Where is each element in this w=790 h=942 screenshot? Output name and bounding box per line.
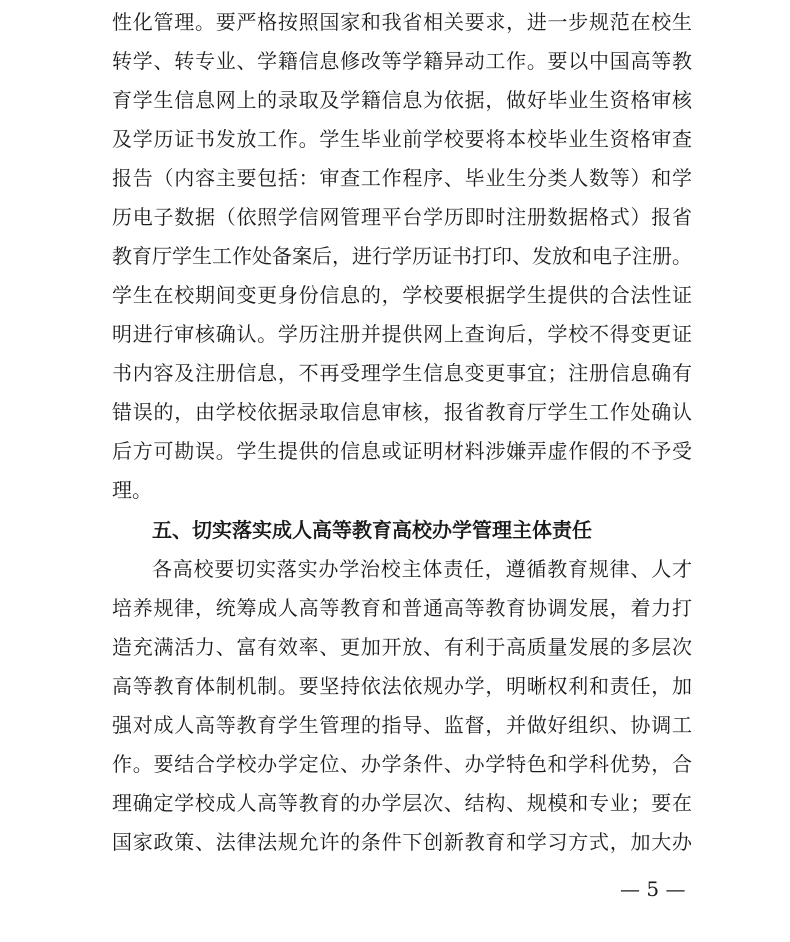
paragraph-1-line: 及学历证书发放工作。学生毕业前学校要将本校毕业生资格审查 xyxy=(112,127,692,151)
page-number: — 5 — xyxy=(620,877,686,901)
paragraph-1-line: 性化管理。要严格按照国家和我省相关要求，进一步规范在校生 xyxy=(112,10,692,34)
paragraph-1-line: 教育厅学生工作处备案后，进行学历证书打印、发放和电子注册。 xyxy=(112,244,692,268)
paragraph-1-line: 报告（内容主要包括：审查工作程序、毕业生分类人数等）和学 xyxy=(112,166,692,190)
paragraph-2-line: 高等教育体制机制。要坚持依法依规办学，明晰权利和责任，加 xyxy=(112,674,692,698)
paragraph-2-line: 作。要结合学校办学定位、办学条件、办学特色和学科优势，合 xyxy=(112,752,692,776)
paragraph-2-line: 培养规律，统筹成人高等教育和普通高等教育协调发展，着力打 xyxy=(112,596,692,620)
paragraph-1-line: 转学、转专业、学籍信息修改等学籍异动工作。要以中国高等教 xyxy=(112,49,692,73)
paragraph-1-line: 理。 xyxy=(112,478,152,502)
paragraph-2-line: 理确定学校成人高等教育的办学层次、结构、规模和专业；要在 xyxy=(112,791,692,815)
paragraph-2-line: 国家政策、法律法规允许的条件下创新教育和学习方式，加大办 xyxy=(112,830,692,854)
paragraph-1-line: 书内容及注册信息，不再受理学生信息变更事宜；注册信息确有 xyxy=(112,361,692,385)
paragraph-1-line: 历电子数据（依照学信网管理平台学历即时注册数据格式）报省 xyxy=(112,205,692,229)
paragraph-1-line: 后方可勘误。学生提供的信息或证明材料涉嫌弄虚作假的不予受 xyxy=(112,439,692,463)
paragraph-2-line: 造充满活力、富有效率、更加开放、有利于高质量发展的多层次 xyxy=(112,635,692,659)
paragraph-1-line: 育学生信息网上的录取及学籍信息为依据，做好毕业生资格审核 xyxy=(112,88,692,112)
paragraph-1-line: 错误的，由学校依据录取信息审核，报省教育厅学生工作处确认 xyxy=(112,400,692,424)
section-heading: 五、切实落实成人高等教育高校办学管理主体责任 xyxy=(152,518,592,542)
paragraph-1-line: 明进行审核确认。学历注册并提供网上查询后，学校不得变更证 xyxy=(112,322,692,346)
paragraph-2-line: 强对成人高等教育学生管理的指导、监督，并做好组织、协调工 xyxy=(112,713,692,737)
paragraph-2-line: 各高校要切实落实办学治校主体责任，遵循教育规律、人才 xyxy=(152,557,692,581)
paragraph-1-line: 学生在校期间变更身份信息的，学校要根据学生提供的合法性证 xyxy=(112,283,692,307)
